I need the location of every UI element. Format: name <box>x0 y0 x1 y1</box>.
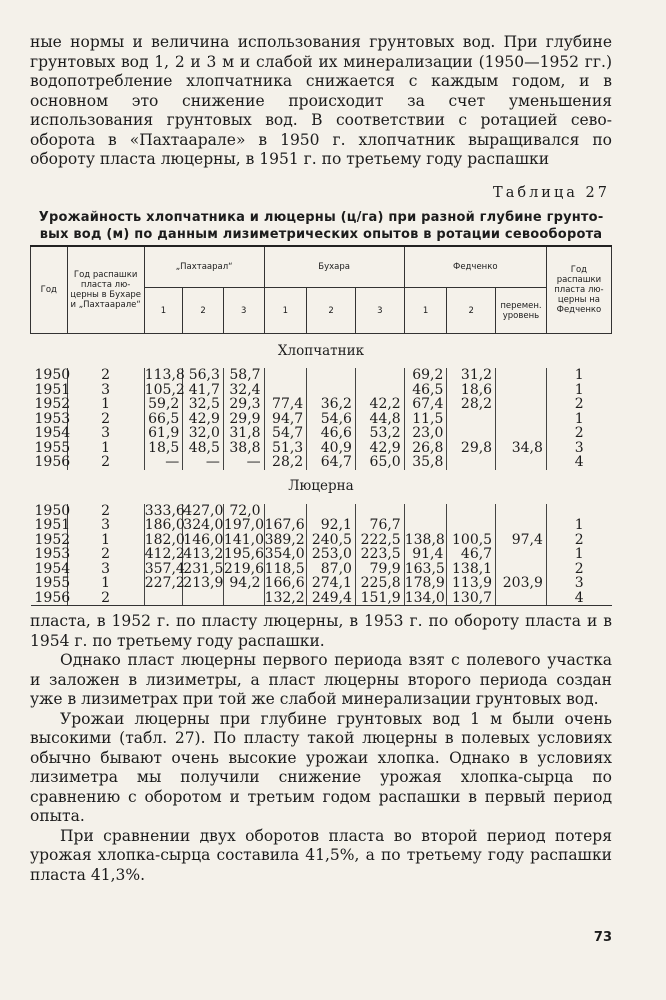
table-cell <box>264 504 307 519</box>
header-pakhtaaral: „Пахтаарал“ <box>144 246 264 288</box>
table-cell: 77,4 <box>264 397 307 412</box>
paragraph: Однако пласт люцерны первого периода взят с полевого участка и заложен в лизиметры, а пласт люцерны второго периода создан уже в лизиметрах при той же слабой минерализации грунтовых вод. <box>30 651 612 708</box>
table-cell: 35,8 <box>404 455 447 470</box>
table-cell <box>496 412 547 427</box>
header-year-plowing-fedchenko: Год распашки пласта люцерны на Федченко <box>546 246 611 334</box>
table-cell: 1950 <box>34 367 71 383</box>
table-cell: 163,5 <box>404 562 447 577</box>
table-cell <box>355 383 404 398</box>
table-cell: 76,7 <box>355 518 404 533</box>
table-row <box>31 562 612 577</box>
table-cell: — <box>223 455 264 470</box>
table-cell: 69,2 <box>404 368 447 383</box>
table-cell: 29,3 <box>223 397 264 412</box>
table-cell: 26,8 <box>404 441 447 456</box>
header-year-plowing: Год распашки пласта люцерны в Бухаре и „Пахтаарале“ <box>67 246 144 334</box>
table-cell: 2 <box>546 426 611 441</box>
table-cell: 240,5 <box>307 533 356 548</box>
table-cell: 141,0 <box>223 531 264 548</box>
table-cell: 182,0 <box>144 531 185 548</box>
table-cell: 3 <box>67 383 144 398</box>
table-cell: 1 <box>67 441 144 456</box>
table-cell: 113,8 <box>144 367 185 383</box>
header-depth-1: 1 <box>404 288 447 334</box>
table-cell: 1 <box>67 397 144 412</box>
table-cell <box>307 504 356 519</box>
table-cell: 92,1 <box>307 518 356 533</box>
table-cell <box>264 383 307 398</box>
table-cell <box>447 504 496 519</box>
table-cell <box>447 518 496 533</box>
paragraph: Урожаи люцерны при глубине грунтовых вод 1 м были очень высокими (табл. 27). По пласту такой люцерны в полевых условиях обычно бывают очень высокие урожаи хлопка. Однако в условиях лизиметра мы получили снижение урожая хлопка-сырца по сравнению с оборотом и третьим годом распашки в первый период опыта. <box>30 709 612 825</box>
table-cell: 42,9 <box>355 441 404 456</box>
table-row <box>31 383 612 398</box>
table-cell: 1954 <box>34 560 71 577</box>
body-text <box>30 612 612 885</box>
table-cell: 4 <box>546 455 611 470</box>
table-cell: 1951 <box>34 517 71 533</box>
table-row <box>31 397 612 412</box>
table-cell: 44,8 <box>355 412 404 427</box>
table-cell: 1955 <box>34 439 71 456</box>
table-cell <box>496 368 547 383</box>
table-cell <box>496 426 547 441</box>
table-cell: 100,5 <box>447 533 496 548</box>
table-section-label: Хлопчатник <box>277 342 365 359</box>
table-cell: 219,6 <box>223 560 264 577</box>
table-cell: 197,0 <box>223 517 264 533</box>
table-cell: 167,6 <box>264 518 307 533</box>
table-cell: 1 <box>67 533 144 548</box>
table-cell: 3 <box>546 576 611 591</box>
header-buhara: Бухара <box>264 246 404 288</box>
table-cell: 3 <box>67 518 144 533</box>
table-cell: 3 <box>67 426 144 441</box>
table-cell: 1953 <box>34 410 71 427</box>
table-cell: 427,0 <box>183 502 224 519</box>
table-cell: 223,5 <box>355 547 404 562</box>
table-cell: 31,8 <box>223 426 264 441</box>
table-cell: 53,2 <box>355 426 404 441</box>
table-cell: 2 <box>67 455 144 470</box>
table-row <box>31 412 612 427</box>
table-row <box>31 504 612 519</box>
table-cell: 64,7 <box>307 455 356 470</box>
table-cell: 1954 <box>34 425 71 441</box>
table-cell: 138,8 <box>404 533 447 548</box>
table-cell: 227,2 <box>144 575 185 591</box>
table-cell: 32,5 <box>183 397 224 412</box>
table-cell <box>307 368 356 383</box>
table-cell: 32,4 <box>223 383 264 398</box>
table-cell: 42,2 <box>355 397 404 412</box>
table-cell <box>183 591 224 606</box>
table-cell <box>264 368 307 383</box>
table-cell: 51,3 <box>264 441 307 456</box>
table-cell: 389,2 <box>264 533 307 548</box>
paragraph: пласта, в 1952 г. по пласту люцерны, в 1953 г. по обороту пласта и в 1954 г. по третьему году распашки. <box>30 612 612 650</box>
table-cell: 225,8 <box>355 576 404 591</box>
header-year: Год <box>31 246 68 334</box>
table-cell: 222,5 <box>355 533 404 548</box>
table-cell: 333,6 <box>144 502 185 519</box>
table-cell: 11,5 <box>404 412 447 427</box>
table-row <box>31 518 612 533</box>
table-cell <box>404 504 447 519</box>
table-body <box>31 334 612 606</box>
table-cell <box>144 591 183 606</box>
table-cell: 40,9 <box>307 441 356 456</box>
table-cell: 72,0 <box>223 504 264 519</box>
table-cell <box>355 504 404 519</box>
table-cell <box>546 504 611 519</box>
header-depth-3: 3 <box>223 288 264 334</box>
table-cell: 32,0 <box>183 426 224 441</box>
table-cell: 213,9 <box>183 575 224 591</box>
table-cell: 46,5 <box>404 383 447 398</box>
table-cell: 2 <box>67 368 144 383</box>
table-cell <box>447 455 496 470</box>
table-cell: 1950 <box>34 502 71 519</box>
table-cell: 1953 <box>34 546 71 562</box>
table-cell: 46,6 <box>307 426 356 441</box>
page-content <box>30 33 612 885</box>
table-cell: 28,2 <box>264 455 307 470</box>
header-depth-2: 2 <box>307 288 356 334</box>
table-cell: 249,4 <box>307 591 356 606</box>
table-row <box>31 591 612 606</box>
header-depth-2: 2 <box>447 288 496 334</box>
table-cell <box>307 383 356 398</box>
table-row <box>31 441 612 456</box>
table-cell: 113,9 <box>447 576 496 591</box>
table-cell: 357,4 <box>144 560 185 577</box>
table-cell: 195,6 <box>223 546 264 562</box>
table-cell: 1 <box>546 368 611 383</box>
table-cell: 36,2 <box>307 397 356 412</box>
header-depth-3: 3 <box>355 288 404 334</box>
table-cell: 146,0 <box>183 531 224 548</box>
table-cell: 67,4 <box>404 397 447 412</box>
table-cell: 1 <box>546 412 611 427</box>
table-cell: — <box>183 455 224 470</box>
table-cell: 1956 <box>34 454 71 470</box>
table-cell <box>496 562 547 577</box>
table-cell: 1951 <box>34 381 71 398</box>
table-cell: 1955 <box>34 575 71 591</box>
table-cell: 2 <box>546 562 611 577</box>
table-cell: 65,0 <box>355 455 404 470</box>
table-cell: 151,9 <box>355 591 404 606</box>
header-fedchenko: Федченко <box>404 246 546 288</box>
table-title: Урожайность хлопчатника и люцерны (ц/га) при разной глубине грунтовых вод (м) по данным лизиметрических опытов в ротации севооборота <box>38 209 604 242</box>
header-depth-2: 2 <box>183 288 224 334</box>
table-cell: 54,7 <box>264 426 307 441</box>
table-cell: 97,4 <box>496 533 547 548</box>
table-row <box>31 455 612 470</box>
table-cell: 253,0 <box>307 547 356 562</box>
table-cell: 29,8 <box>447 441 496 456</box>
table-cell: 130,7 <box>447 591 496 606</box>
table-cell: 186,0 <box>144 517 185 533</box>
table-cell: 2 <box>67 504 144 519</box>
table-cell: 94,7 <box>264 412 307 427</box>
yield-table <box>30 245 612 607</box>
table-cell <box>496 383 547 398</box>
table-cell: 1 <box>546 383 611 398</box>
table-cell: 1952 <box>34 531 71 548</box>
table-row <box>31 576 612 591</box>
table-cell: 38,8 <box>223 441 264 456</box>
table-cell: 79,9 <box>355 562 404 577</box>
table-cell: 138,1 <box>447 562 496 577</box>
table-cell: 59,2 <box>144 397 183 412</box>
table-row <box>31 547 612 562</box>
page-number: 73 <box>593 930 612 945</box>
table-cell <box>496 591 547 606</box>
table-cell: 412,2 <box>144 546 185 562</box>
table-cell: 18,5 <box>144 441 183 456</box>
header-variable-level: перемен. уровень <box>496 288 547 334</box>
table-cell: 413,2 <box>183 546 224 562</box>
table-cell: 118,5 <box>264 562 307 577</box>
table-cell <box>496 547 547 562</box>
table-cell: 54,6 <box>307 412 356 427</box>
table-cell <box>496 455 547 470</box>
table-cell: 178,9 <box>404 576 447 591</box>
table-label: Таблица 27 <box>493 184 610 201</box>
table-cell: 87,0 <box>307 562 356 577</box>
table-row <box>31 426 612 441</box>
table-cell: 2 <box>67 547 144 562</box>
table-cell: 2 <box>546 533 611 548</box>
table-cell: 3 <box>546 441 611 456</box>
table-cell: 324,0 <box>183 517 224 533</box>
table-cell: 18,6 <box>447 383 496 398</box>
table-cell: 46,7 <box>447 547 496 562</box>
table-cell: 94,2 <box>223 576 264 591</box>
table-row <box>31 368 612 383</box>
table-cell: 231,5 <box>183 560 224 577</box>
table-cell: 3 <box>67 562 144 577</box>
table-cell: 48,5 <box>183 441 224 456</box>
table-cell: 2 <box>546 397 611 412</box>
table-cell: 203,9 <box>496 576 547 591</box>
table-cell: 1952 <box>34 396 71 412</box>
table-cell <box>223 591 264 606</box>
header-depth-1: 1 <box>264 288 307 334</box>
table-cell: 1 <box>67 576 144 591</box>
table-cell: 105,2 <box>144 381 185 398</box>
table-cell <box>496 504 547 519</box>
table-cell: 166,6 <box>264 576 307 591</box>
table-cell: 42,9 <box>183 412 224 427</box>
table-cell: 31,2 <box>447 368 496 383</box>
table-cell: 1956 <box>31 591 68 606</box>
table-cell: 23,0 <box>404 426 447 441</box>
table-row <box>31 533 612 548</box>
table-cell: 56,3 <box>183 368 224 383</box>
table-cell <box>404 518 447 533</box>
table-cell: 91,4 <box>404 547 447 562</box>
paragraph: При сравнении двух оборотов пласта во второй период потеря урожая хлопка-сырца составила 41,5%, а по третьему году распашки пласта 41,3%. <box>30 826 612 884</box>
header-depth-1: 1 <box>144 288 183 334</box>
table-cell: 61,9 <box>144 426 183 441</box>
table-cell <box>447 426 496 441</box>
table-cell: 34,8 <box>496 441 547 456</box>
table-cell: 66,5 <box>144 412 183 427</box>
table-cell <box>496 397 547 412</box>
table-cell: 58,7 <box>223 368 264 383</box>
table-cell: 132,2 <box>264 591 307 606</box>
table-cell: 1 <box>546 518 611 533</box>
table-cell: 134,0 <box>404 591 447 606</box>
table-cell: 2 <box>67 412 144 427</box>
table-cell: 29,9 <box>223 412 264 427</box>
table-cell: 354,0 <box>264 547 307 562</box>
table-cell <box>447 412 496 427</box>
table-cell <box>355 368 404 383</box>
table-cell: 1 <box>546 547 611 562</box>
intro-paragraph: ные нормы и величина использования грунтовых вод. При глубине грунтовых вод 1, 2 и 3 м и слабой их минерализации (1950—1952 гг.) водопотребление хлопчатника снижается с каждым годом, и в основном это снижение происходит за счет уменьшения использования грунтовых вод. В соответствии с ротацией севооборота в «Пахтаарале» в 1950 г. хлопчатник выращивался по обороту пласта люцерны, в 1951 г. по третьему году распашки <box>30 33 612 168</box>
table-cell: 4 <box>546 591 611 606</box>
table-cell: 2 <box>67 591 144 606</box>
table-cell <box>496 518 547 533</box>
table-cell: 41,7 <box>183 383 224 398</box>
table-cell: 28,2 <box>447 397 496 412</box>
table-section-label: Люцерна <box>288 478 354 495</box>
table-cell: — <box>144 455 183 470</box>
table-cell: 274,1 <box>307 576 356 591</box>
